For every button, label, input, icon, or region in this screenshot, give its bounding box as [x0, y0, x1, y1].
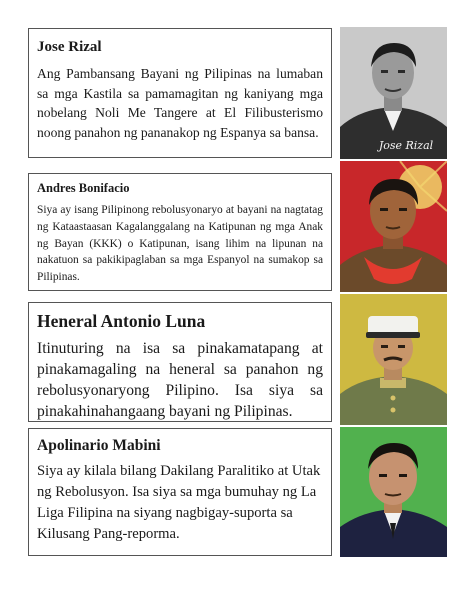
- hero-description: Itinuturing na isa sa pinakamatapang at pinakamagaling na heneral sa panahon ng rebolusyonaryong Pilipino. Isa siya sa pinakahinahangaang bayani ng Pilipinas.: [37, 340, 323, 420]
- card-antonio-luna: [28, 302, 332, 422]
- signature-text: Jose Rizal: [378, 139, 434, 152]
- hero-name: Heneral Antonio Luna: [37, 311, 206, 331]
- hero-description: Ang Pambansang Bayani ng Pilipinas na lumaban sa mga Kastila sa pamamagitan ng kaniyang mga nobelang Noli Me Tangere at El Filibusterismo noong panahon ng pananakop ng Espanya sa bansa.: [37, 66, 323, 140]
- card-jose-rizal: [28, 28, 332, 158]
- portrait-antonio-luna-icon: [340, 294, 447, 425]
- portrait-andres-bonifacio-icon: [340, 161, 447, 292]
- card-apolinario-mabini: [28, 428, 332, 556]
- hero-name: Apolinario Mabini: [37, 437, 161, 454]
- hero-description: Siya ay kilala bilang Dakilang Paralitiko at Utak ng Rebolusyon. Isa siya sa mga bumuhay ng La Liga Filipina na siyang nagbigay-suporta sa Kilusang Pang-reporma.: [37, 463, 321, 542]
- portrait-jose-rizal-icon: [340, 27, 447, 159]
- card-andres-bonifacio: [28, 173, 332, 291]
- hero-name: Andres Bonifacio: [37, 181, 130, 195]
- hero-name: Jose Rizal: [37, 39, 102, 55]
- hero-description: Siya ay isang Pilipinong rebolusyonaryo at bayani na nagtatag ng Kataastaasan Kagalanggalang na Katipunan ng mga Anak ng Bayan (KKK) o Katipunan, isang lihim na lipunan na nakatuon sa pakikipaglaban sa mga Espanyol na sumakop sa Pilipinas.: [37, 204, 323, 284]
- portrait-apolinario-mabini-icon: [340, 427, 447, 557]
